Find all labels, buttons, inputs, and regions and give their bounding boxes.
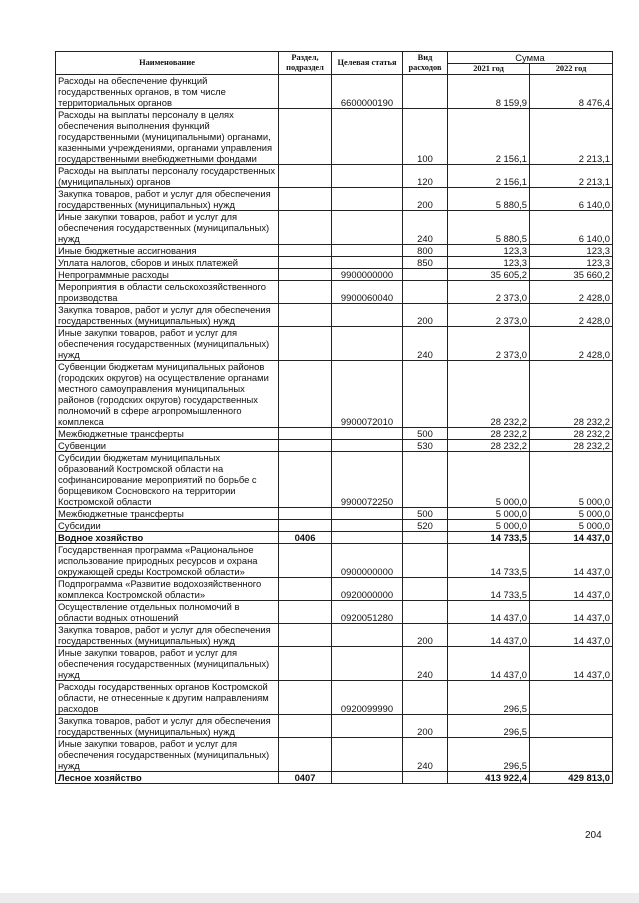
- cell-target: [332, 210, 403, 244]
- cell-2021: 2 373,0: [448, 326, 530, 360]
- cell-name: Иные закупки товаров, работ и услуг для обеспечения государственных (муниципальных) нужд: [56, 646, 279, 680]
- cell-type: [403, 280, 448, 303]
- table-row: [56, 737, 613, 771]
- table-row: [56, 303, 613, 326]
- cell-2021: 28 232,2: [448, 360, 530, 427]
- cell-name: Подпрограмма «Развитие водохозяйственного комплекса Костромской области»: [56, 577, 279, 600]
- header-year-2021: 2021 год: [448, 64, 530, 75]
- cell-target: 9900072010: [332, 360, 403, 427]
- table-row: [56, 531, 613, 543]
- table-row: [56, 108, 613, 164]
- cell-2022: 2 428,0: [530, 303, 613, 326]
- cell-section: [279, 623, 332, 646]
- cell-section: [279, 714, 332, 737]
- table-row: [56, 439, 613, 451]
- cell-type: [403, 771, 448, 783]
- table-row: [56, 427, 613, 439]
- cell-2021: 2 156,1: [448, 108, 530, 164]
- cell-name: Закупка товаров, работ и услуг для обеспечения государственных (муниципальных) нужд: [56, 187, 279, 210]
- cell-type: 240: [403, 737, 448, 771]
- cell-2022: 28 232,2: [530, 439, 613, 451]
- header-name: Наименование: [56, 52, 279, 75]
- cell-type: [403, 600, 448, 623]
- cell-target: [332, 256, 403, 268]
- cell-2022: 123,3: [530, 244, 613, 256]
- table-header: [56, 52, 613, 75]
- cell-target: [332, 427, 403, 439]
- cell-section: [279, 108, 332, 164]
- cell-section: 0406: [279, 531, 332, 543]
- table-row: [56, 74, 613, 108]
- table-row: [56, 244, 613, 256]
- cell-2022: 429 813,0: [530, 771, 613, 783]
- cell-target: [332, 646, 403, 680]
- cell-target: 9900072250: [332, 451, 403, 507]
- table-row: [56, 771, 613, 783]
- scan-bottom-strip: [0, 893, 639, 903]
- cell-name: Непрограммные расходы: [56, 268, 279, 280]
- cell-section: [279, 427, 332, 439]
- cell-name: Иные закупки товаров, работ и услуг для обеспечения государственных (муниципальных) нужд: [56, 210, 279, 244]
- cell-2021: 5 000,0: [448, 519, 530, 531]
- cell-name: Межбюджетные трансферты: [56, 427, 279, 439]
- cell-2021: 14 437,0: [448, 600, 530, 623]
- cell-2021: 2 373,0: [448, 303, 530, 326]
- cell-section: [279, 360, 332, 427]
- cell-target: [332, 531, 403, 543]
- cell-section: [279, 210, 332, 244]
- cell-2021: 2 156,1: [448, 164, 530, 187]
- cell-target: [332, 771, 403, 783]
- cell-type: [403, 577, 448, 600]
- cell-name: Иные закупки товаров, работ и услуг для обеспечения государственных (муниципальных) нужд: [56, 326, 279, 360]
- cell-2021: 5 000,0: [448, 507, 530, 519]
- cell-type: 240: [403, 646, 448, 680]
- cell-name: Иные бюджетные ассигнования: [56, 244, 279, 256]
- table-row: [56, 360, 613, 427]
- cell-2022: 5 000,0: [530, 507, 613, 519]
- cell-name: Расходы на выплаты персоналу государственных (муниципальных) органов: [56, 164, 279, 187]
- budget-table: [55, 51, 613, 784]
- table-row: [56, 256, 613, 268]
- table-row: [56, 280, 613, 303]
- table-row: [56, 210, 613, 244]
- table-row: [56, 187, 613, 210]
- table-body: [56, 74, 613, 783]
- cell-target: [332, 303, 403, 326]
- cell-section: [279, 451, 332, 507]
- cell-target: 9900060040: [332, 280, 403, 303]
- cell-target: [332, 164, 403, 187]
- cell-2021: 14 733,5: [448, 531, 530, 543]
- cell-2021: 35 605,2: [448, 268, 530, 280]
- cell-2021: 123,3: [448, 256, 530, 268]
- cell-section: [279, 737, 332, 771]
- table-row: [56, 268, 613, 280]
- cell-2021: 28 232,2: [448, 439, 530, 451]
- cell-2022: 14 437,0: [530, 543, 613, 577]
- cell-name: Расходы на выплаты персоналу в целях обеспечения выполнения функций государственными (муниципальными) органами, казенными учреждениями, органами управления государственными внебюджетными фондами: [56, 108, 279, 164]
- cell-section: [279, 268, 332, 280]
- cell-target: 6600000190: [332, 74, 403, 108]
- cell-type: 200: [403, 187, 448, 210]
- header-sum: Сумма: [448, 52, 613, 64]
- table-row: [56, 326, 613, 360]
- cell-section: [279, 439, 332, 451]
- cell-target: [332, 519, 403, 531]
- cell-2022: 2 428,0: [530, 280, 613, 303]
- cell-section: [279, 280, 332, 303]
- cell-section: [279, 680, 332, 714]
- cell-name: Иные закупки товаров, работ и услуг для обеспечения государственных (муниципальных) нужд: [56, 737, 279, 771]
- cell-section: [279, 543, 332, 577]
- cell-type: 200: [403, 623, 448, 646]
- cell-name: Закупка товаров, работ и услуг для обеспечения государственных (муниципальных) нужд: [56, 714, 279, 737]
- cell-2022: 14 437,0: [530, 531, 613, 543]
- cell-2022: 35 660,2: [530, 268, 613, 280]
- cell-section: [279, 74, 332, 108]
- cell-2022: [530, 680, 613, 714]
- cell-target: [332, 108, 403, 164]
- cell-section: [279, 600, 332, 623]
- table-row: [56, 646, 613, 680]
- cell-type: [403, 680, 448, 714]
- cell-2021: 14 437,0: [448, 646, 530, 680]
- cell-2022: 14 437,0: [530, 646, 613, 680]
- cell-2022: 2 428,0: [530, 326, 613, 360]
- cell-name: Субвенции: [56, 439, 279, 451]
- cell-2021: 28 232,2: [448, 427, 530, 439]
- cell-name: Субвенции бюджетам муниципальных районов (городских округов) на осуществление органами местного самоуправления муниципальных районов (городских округов) государственных полномочий в сфере агропромышленного комплекса: [56, 360, 279, 427]
- cell-2021: 5 880,5: [448, 210, 530, 244]
- cell-2022: [530, 714, 613, 737]
- cell-target: 0900000000: [332, 543, 403, 577]
- cell-2022: 14 437,0: [530, 623, 613, 646]
- cell-section: [279, 326, 332, 360]
- cell-name: Закупка товаров, работ и услуг для обеспечения государственных (муниципальных) нужд: [56, 623, 279, 646]
- cell-type: [403, 451, 448, 507]
- cell-type: [403, 360, 448, 427]
- cell-name: Водное хозяйство: [56, 531, 279, 543]
- cell-target: [332, 714, 403, 737]
- cell-type: [403, 268, 448, 280]
- cell-name: Расходы на обеспечение функций государственных органов, в том числе территориальных органов: [56, 74, 279, 108]
- cell-target: 0920000000: [332, 577, 403, 600]
- header-year-2022: 2022 год: [530, 64, 613, 75]
- cell-name: Мероприятия в области сельскохозяйственного производства: [56, 280, 279, 303]
- cell-type: 240: [403, 326, 448, 360]
- cell-2022: 2 213,1: [530, 108, 613, 164]
- table-row: [56, 519, 613, 531]
- cell-2022: 28 232,2: [530, 360, 613, 427]
- cell-name: Закупка товаров, работ и услуг для обеспечения государственных (муниципальных) нужд: [56, 303, 279, 326]
- cell-2021: 14 437,0: [448, 623, 530, 646]
- table-row: [56, 507, 613, 519]
- cell-section: [279, 164, 332, 187]
- cell-2021: 14 733,5: [448, 543, 530, 577]
- cell-2022: 5 000,0: [530, 519, 613, 531]
- cell-2021: 296,5: [448, 737, 530, 771]
- cell-2022: 5 000,0: [530, 451, 613, 507]
- cell-type: 200: [403, 714, 448, 737]
- table-row: [56, 600, 613, 623]
- cell-2021: 5 880,5: [448, 187, 530, 210]
- cell-type: 240: [403, 210, 448, 244]
- cell-name: Осуществление отдельных полномочий в области водных отношений: [56, 600, 279, 623]
- cell-type: [403, 74, 448, 108]
- cell-type: [403, 531, 448, 543]
- cell-name: Субсидии бюджетам муниципальных образований Костромской области на софинансирование мероприятий по борьбе с борщевиком Сосновского на территории Костромской области: [56, 451, 279, 507]
- cell-target: 9900000000: [332, 268, 403, 280]
- cell-type: 520: [403, 519, 448, 531]
- table-row: [56, 451, 613, 507]
- cell-section: [279, 256, 332, 268]
- cell-section: [279, 519, 332, 531]
- cell-section: [279, 244, 332, 256]
- cell-2022: 8 476,4: [530, 74, 613, 108]
- cell-name: Уплата налогов, сборов и иных платежей: [56, 256, 279, 268]
- cell-type: 850: [403, 256, 448, 268]
- cell-section: [279, 507, 332, 519]
- cell-2021: 8 159,9: [448, 74, 530, 108]
- cell-name: Субсидии: [56, 519, 279, 531]
- cell-2022: [530, 737, 613, 771]
- cell-type: 530: [403, 439, 448, 451]
- cell-type: 100: [403, 108, 448, 164]
- cell-target: [332, 244, 403, 256]
- table-row: [56, 577, 613, 600]
- cell-name: Межбюджетные трансферты: [56, 507, 279, 519]
- cell-target: 0920099990: [332, 680, 403, 714]
- cell-target: [332, 439, 403, 451]
- cell-2021: 296,5: [448, 680, 530, 714]
- cell-target: [332, 187, 403, 210]
- cell-target: [332, 623, 403, 646]
- header-type: Вид расходов: [403, 52, 448, 75]
- header-section: Раздел, подраздел: [279, 52, 332, 75]
- header-target: Целевая статья: [332, 52, 403, 75]
- cell-section: [279, 303, 332, 326]
- cell-type: 500: [403, 507, 448, 519]
- cell-2021: 2 373,0: [448, 280, 530, 303]
- table-row: [56, 680, 613, 714]
- cell-2021: 296,5: [448, 714, 530, 737]
- cell-name: Государственная программа «Рациональное использование природных ресурсов и охрана окружающей среды Костромской области»: [56, 543, 279, 577]
- cell-name: Расходы государственных органов Костромской области, не отнесенные к другим направлениям расходов: [56, 680, 279, 714]
- table-row: [56, 714, 613, 737]
- cell-type: 500: [403, 427, 448, 439]
- cell-section: [279, 646, 332, 680]
- cell-2022: 6 140,0: [530, 187, 613, 210]
- cell-type: 120: [403, 164, 448, 187]
- cell-2021: 413 922,4: [448, 771, 530, 783]
- page-number: 204: [585, 830, 602, 841]
- cell-section: [279, 187, 332, 210]
- cell-2021: 5 000,0: [448, 451, 530, 507]
- cell-section: [279, 577, 332, 600]
- cell-target: [332, 507, 403, 519]
- table-row: [56, 164, 613, 187]
- cell-target: 0920051280: [332, 600, 403, 623]
- cell-type: 800: [403, 244, 448, 256]
- cell-2022: 123,3: [530, 256, 613, 268]
- cell-2022: 28 232,2: [530, 427, 613, 439]
- cell-2021: 14 733,5: [448, 577, 530, 600]
- cell-type: 200: [403, 303, 448, 326]
- cell-2022: 6 140,0: [530, 210, 613, 244]
- table-row: [56, 623, 613, 646]
- cell-2022: 14 437,0: [530, 577, 613, 600]
- cell-target: [332, 326, 403, 360]
- cell-type: [403, 543, 448, 577]
- cell-section: 0407: [279, 771, 332, 783]
- cell-2022: 2 213,1: [530, 164, 613, 187]
- cell-2022: 14 437,0: [530, 600, 613, 623]
- table-row: [56, 543, 613, 577]
- cell-target: [332, 737, 403, 771]
- cell-2021: 123,3: [448, 244, 530, 256]
- cell-name: Лесное хозяйство: [56, 771, 279, 783]
